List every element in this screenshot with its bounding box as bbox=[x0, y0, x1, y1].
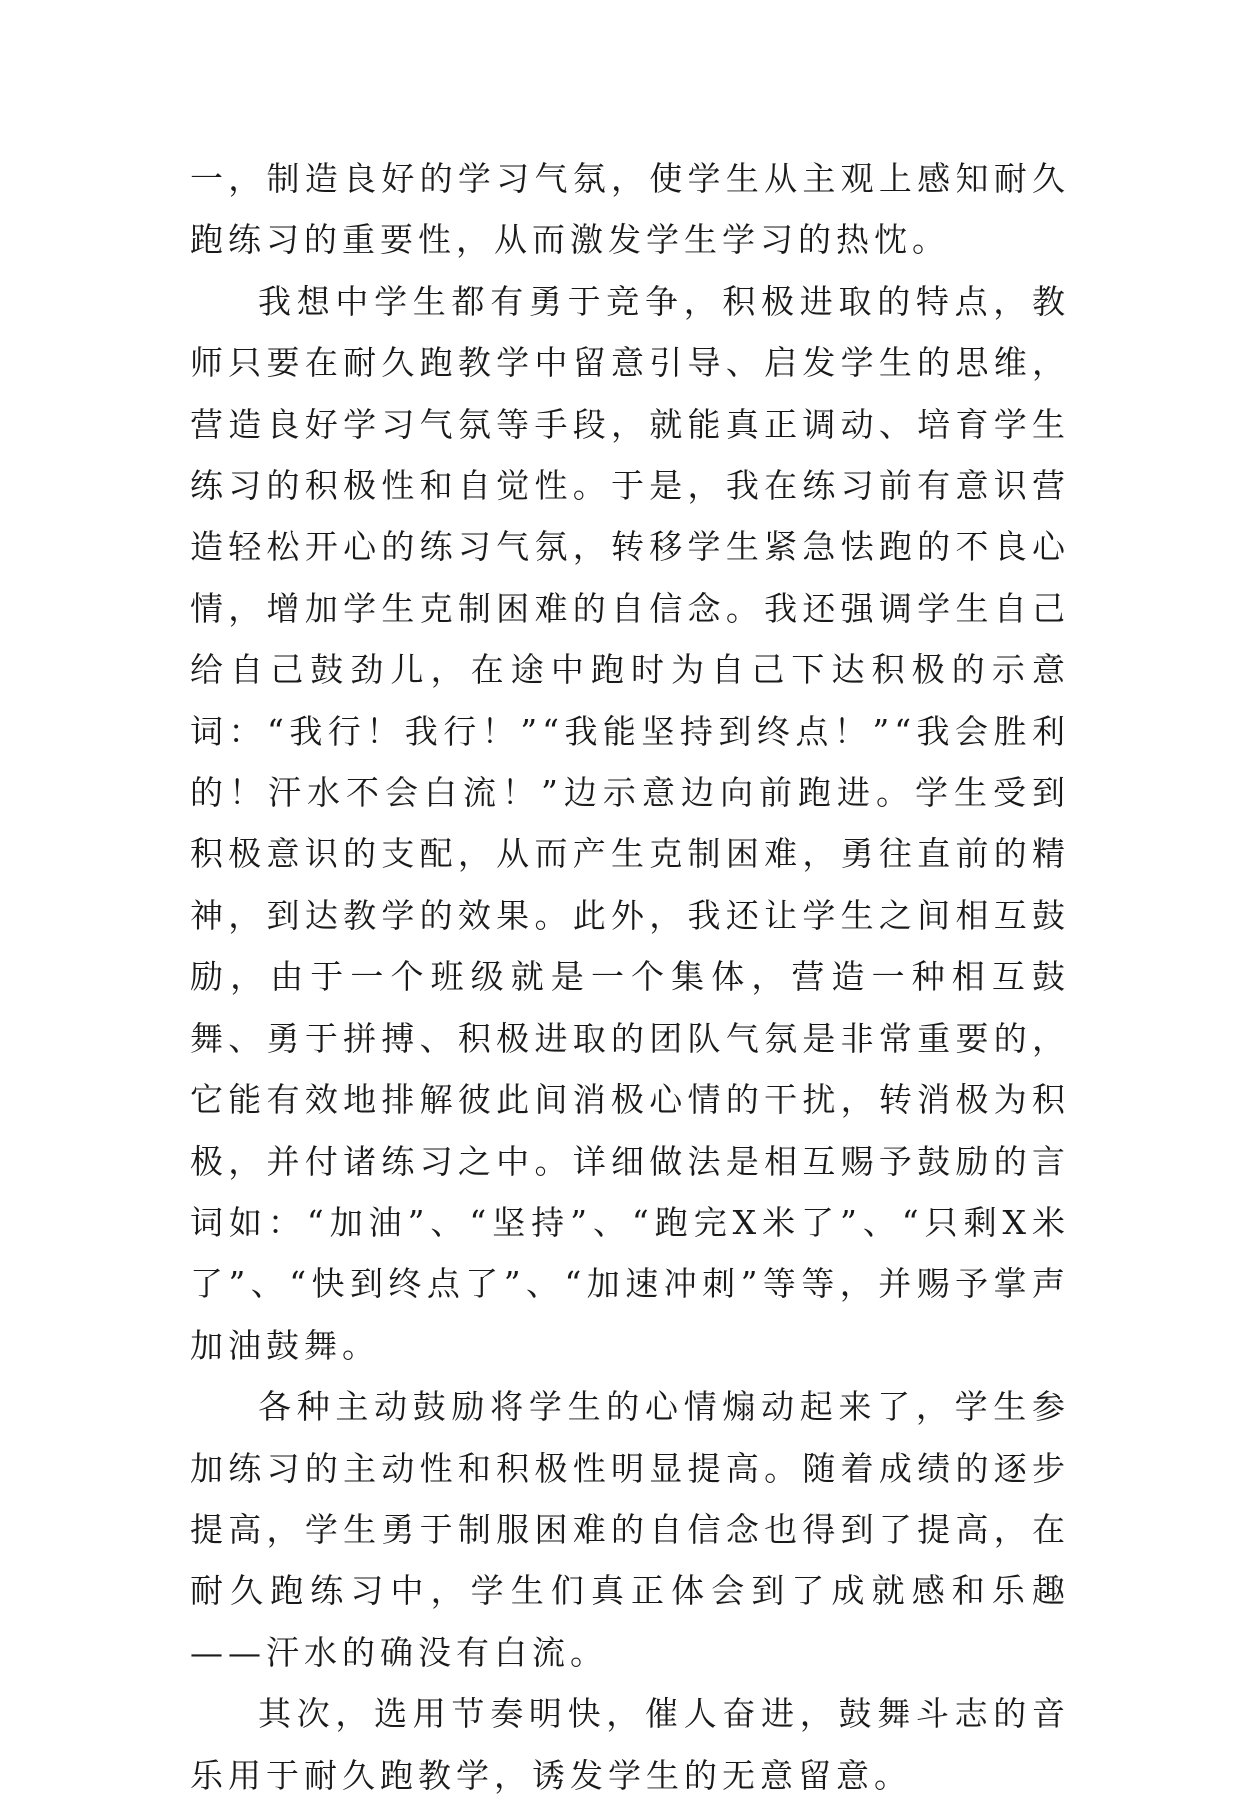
paragraph-results: 各种主动鼓励将学生的心情煽动起来了，学生参加练习的主动性和积极性明显提高。随着成绩的逐步提高，学生勇于制服困难的自信念也得到了提高，在耐久跑练习中，学生们真正体会到了成就感和乐趣——汗水的确没有白流。 bbox=[190, 1387, 1070, 1672]
paragraph-intro: 一，制造良好的学习气氛，使学生从主观上感知耐久跑练习的重要性，从而激发学生学习的热忱。 bbox=[190, 159, 1070, 260]
paragraph-music: 其次，选用节奏明快，催人奋进，鼓舞斗志的音乐用于耐久跑教学，诱发学生的无意留意。 bbox=[190, 1694, 1070, 1795]
document-page bbox=[190, 148, 1070, 1806]
paragraph-encouragement: 我想中学生都有勇于竞争，积极进取的特点，教师只要在耐久跑教学中留意引导、启发学生的思维，营造良好学习气氛等手段，就能真正调动、培育学生练习的积极性和自觉性。于是，我在练习前有意识营造轻松开心的练习气氛，转移学生紧急怯跑的不良心情，增加学生克制困难的自信念。我还强调学生自己给自己鼓劲儿，在途中跑时为自己下达积极的示意词：“我行！我行！”“我能坚持到终点！”“我会胜利的！汗水不会白流！”边示意边向前跑进。学生受到积极意识的支配，从而产生克制困难，勇往直前的精神，到达教学的效果。此外，我还让学生之间相互鼓励，由于一个班级就是一个集体，营造一种相互鼓舞、勇于拼搏、积极进取的团队气氛是非常重要的，它能有效地排解彼此间消极心情的干扰，转消极为积极，并付诸练习之中。详细做法是相互赐予鼓励的言词如：“加油”、“坚持”、“跑完X米了”、“只剩X米了”、“快到终点了”、“加速冲刺”等等，并赐予掌声加油鼓舞。 bbox=[190, 281, 1070, 1365]
